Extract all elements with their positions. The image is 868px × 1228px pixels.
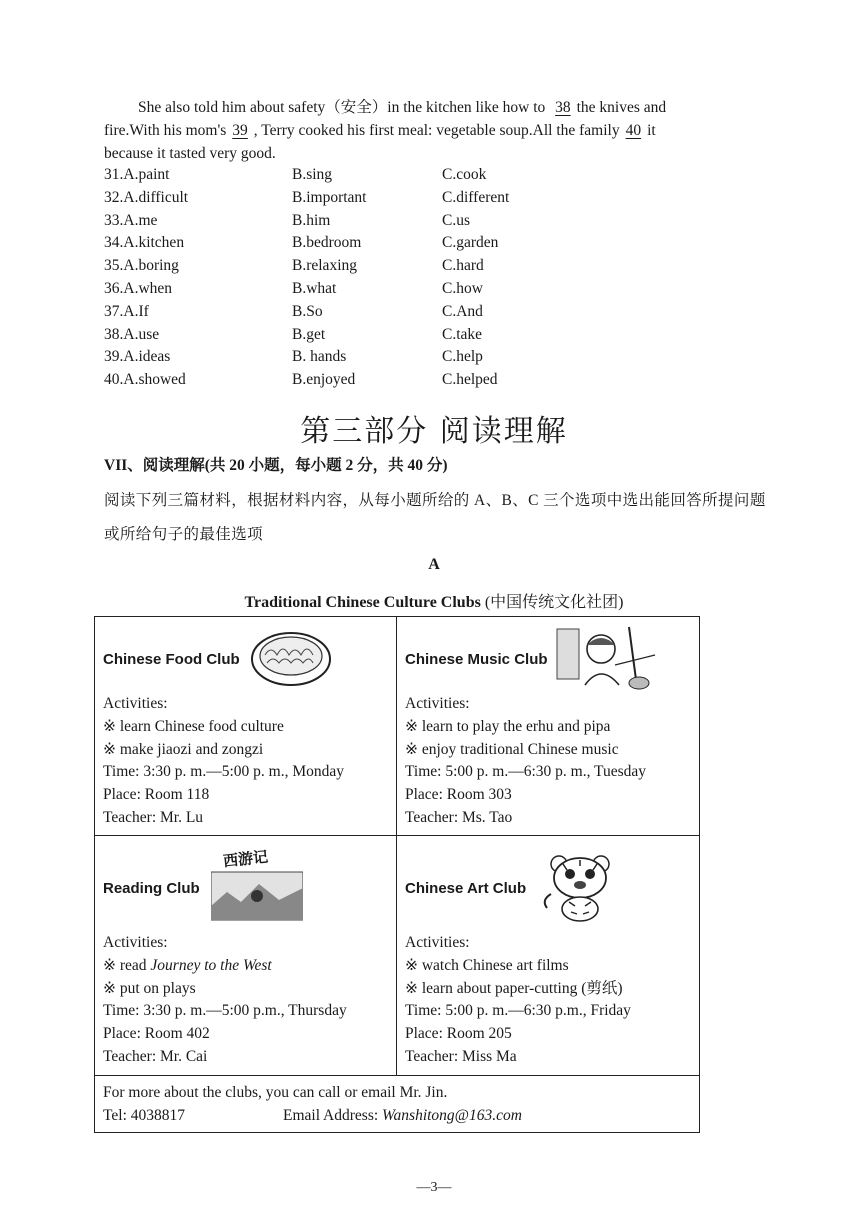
contact-line: For more about the clubs, you can call or email Mr. Jin. [103, 1084, 448, 1101]
blank-38: 38 [555, 99, 571, 116]
blank-40: 40 [625, 122, 642, 139]
passage-letter: A [428, 556, 440, 573]
page-number: —3— [416, 1180, 452, 1195]
option-row: 34.A.kitchen B.bedroom C.garden [104, 234, 499, 252]
club-cell-food [95, 617, 397, 836]
club-name: Chinese Food Club [103, 651, 240, 668]
dumpling-plate-icon [249, 625, 333, 689]
contact-email: Wanshitong@163.com [382, 1107, 522, 1124]
tiger-cartoon-icon [541, 852, 625, 922]
section-heading: VII、阅读理解(共 20 小题，每小题 2 分，共 40 分) [104, 457, 448, 474]
option-row: 35.A.boring B.relaxing C.hard [104, 257, 484, 275]
instructions: 阅读下列三篇材料，根据材料内容，从每小题所给的 A、B、C 三个选项中选出能回答所提问题或所给句子的最佳选项 [104, 492, 766, 543]
clubs-title: Traditional Chinese Culture Clubs (中国传统文化社团) [244, 594, 624, 611]
option-row: 33.A.me B.him C.us [104, 211, 470, 229]
club-name: Chinese Art Club [405, 880, 527, 897]
contact-info: For more about the clubs, you can call or email Mr. Jin. Tel: 4038817 Email Address: Wanshitong@163.com [95, 1076, 698, 1132]
passage-line-2: fire.With his mom's 39 , Terry cooked his first meal: vegetable soup.All the family 40 it [104, 119, 772, 142]
answer-options [104, 164, 624, 392]
club-cell-reading [95, 836, 397, 1076]
option-row: 39.A.ideas B. hands C.help [104, 348, 483, 366]
option-row: 36.A.when B.what C.how [104, 279, 483, 297]
club-cell-art [397, 836, 699, 1076]
option-row: 31.A.paint B.sing C.cook [104, 166, 487, 183]
journey-book-cover-icon: 西游记 [211, 848, 303, 922]
part-title: 第三部分 阅读理解 [300, 414, 568, 449]
option-row: 38.A.use B.get C.take [104, 325, 483, 343]
club-name: Chinese Music Club [405, 651, 548, 668]
cloze-passage [104, 96, 772, 165]
club-details: Activities: ※ learn Chinese food culture ※ make jiaozi and zongzi Time: 3:30 p. m.—5:00 p. m., Monday Place: Room 118 Teacher: Mr. Lu [103, 695, 344, 826]
club-cell-music [397, 617, 699, 836]
passage-line-1: She also told him about safety（安全）in the kitchen like how to 38 the knives and [104, 96, 772, 119]
club-details: Activities: ※ watch Chinese art films ※ learn about paper-cutting (剪纸) Time: 5:00 p. m.—6:30 p.m., Friday Place: Room 205 Teacher: Miss Ma [405, 934, 631, 1065]
club-name: Reading Club [103, 880, 200, 897]
contact-tel: Tel: 4038817 [103, 1107, 186, 1124]
option-row: 37.A.If B.So C.And [104, 302, 483, 320]
passage-line-3: because it tasted very good. [104, 145, 276, 162]
clubs-table [94, 616, 700, 1133]
option-row: 32.A.difficult B.important C.different [104, 188, 510, 206]
club-details: Activities: ※ read Journey to the West ※ put on plays Time: 3:30 p. m.—5:00 p.m., Thursday Place: Room 402 Teacher: Mr. Cai [103, 934, 347, 1065]
erhu-player-icon [555, 625, 659, 691]
blank-39: 39 [232, 122, 248, 139]
option-row: 40.A.showed B.enjoyed C.helped [104, 371, 498, 389]
club-details: Activities: ※ learn to play the erhu and pipa ※ enjoy traditional Chinese music Time: 5:00 p. m.—6:30 p. m., Tuesday Place: Room 303 Teacher: Ms. Tao [405, 695, 647, 826]
